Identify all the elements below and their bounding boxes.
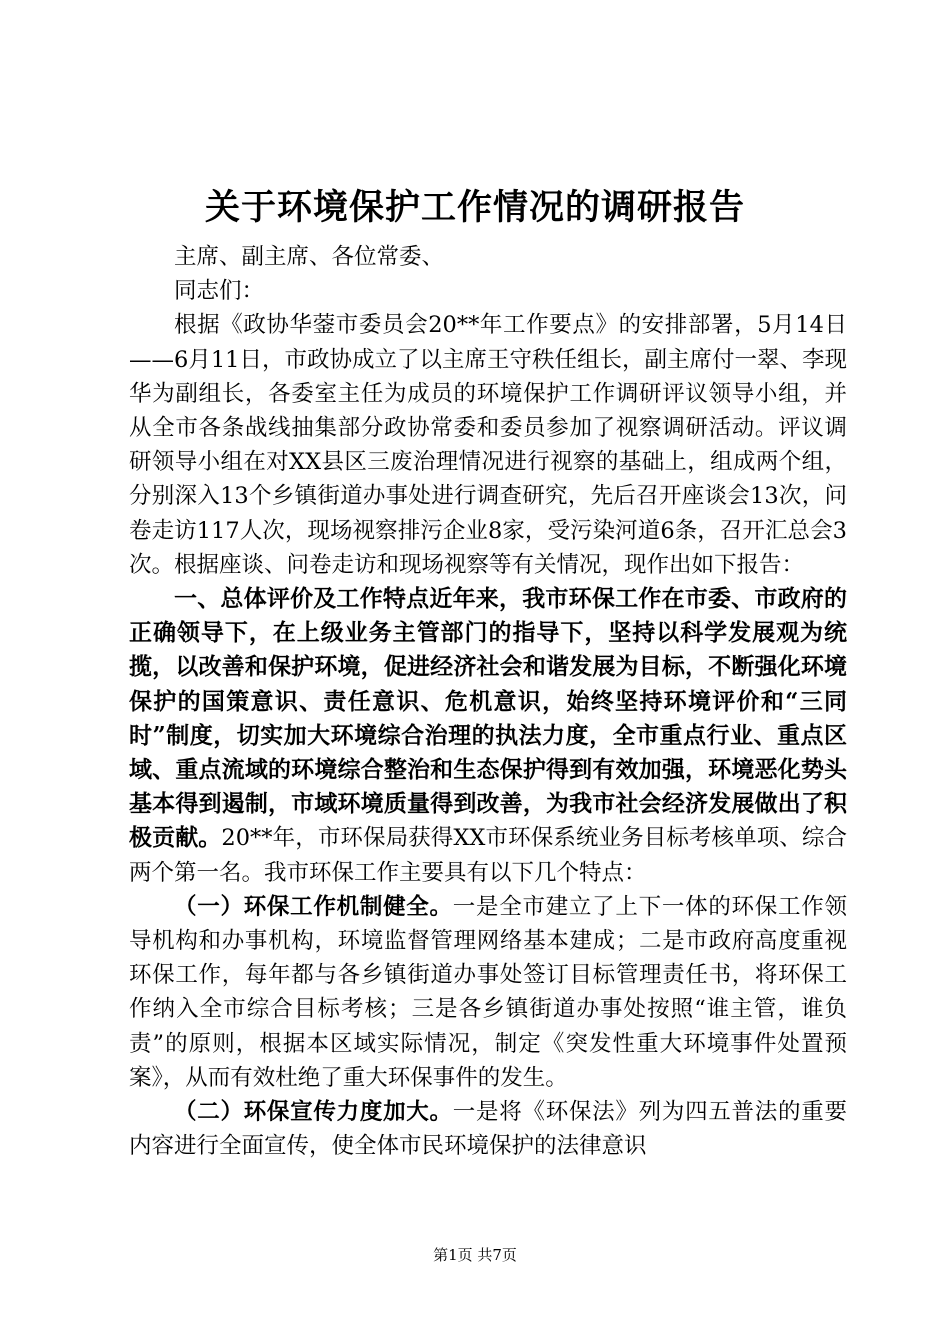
document-title: 关于环境保护工作情况的调研报告	[204, 187, 745, 228]
item-2-paragraph	[129, 1095, 847, 1163]
section-1-paragraph	[129, 582, 847, 890]
salutation-line-2: 同志们：	[174, 278, 265, 305]
section-1-bold-text: 一、总体评价及工作特点近年来，我市环保工作在市委、市政府的正确领导下，在上级业务主管部门的指导下，坚持以科学发展观为统揽，以改善和保护环境，促进经济社会和谐发展为目标，不断强化环境保护的国策意识、责任意识、危机意识，始终坚持环境评价和“三同时”制度，切实加大环境综合治理的执法力度，全市重点行业、重点区域、重点流域的环境综合整治和生态保护得到有效加强，环境恶化势头基本得到遏制，市域环境质量得到改善，为我市社会经济发展做出了积极贡献。	[129, 585, 847, 852]
document-body	[129, 240, 847, 1163]
intro-paragraph: 根据《政协华蓥市委员会20**年工作要点》的安排部署，5月14日——6月11日，市政协成立了以主席王守秩任组长，副主席付一翠、李现华为副组长，各委室主任为成员的环境保护工作调研评议领导小组，并从全市各条战线抽集部分政协常委和委员参加了视察调研活动。评议调研领导小组在对XX县区三废治理情况进行视察的基础上，组成两个组，分别深入13个乡镇街道办事处进行调查研究，先后召开座谈会13次，问卷走访117人次，现场视察排污企业8家，受污染河道6条，召开汇总会3次。根据座谈、问卷走访和现场视察等有关情况，现作出如下报告：	[129, 312, 847, 578]
salutation-line-1: 主席、副主席、各位常委、	[174, 244, 445, 270]
section-1-normal-text: 20**年，市环保局获得XX市环保系统业务目标考核单项、综合两个第一名。我市环保工作主要具有以下几个特点：	[129, 825, 847, 886]
item-2-text: 一是将《环保法》列为四五普法的重要内容进行全面宣传，使全体市民环境保护的法律意识	[129, 1099, 847, 1160]
page-footer: 第1页 共7页	[433, 1246, 517, 1264]
item-1-paragraph	[129, 890, 847, 1095]
item-1-heading: （一）环保工作机制健全。	[174, 893, 453, 920]
item-2-heading: （二）环保宣传力度加大。	[174, 1099, 453, 1126]
item-1-text: 一是全市建立了上下一体的环保工作领导机构和办事机构，环境监督管理网络基本建成；二是市政府高度重视环保工作，每年都与各乡镇街道办事处签订目标管理责任书，将环保工作纳入全市综合目标考核；三是各乡镇街道办事处按照“谁主管，谁负责”的原则，根据本区域实际情况，制定《突发性重大环境事件处置预案》，从而有效杜绝了重大环保事件的发生。	[129, 893, 847, 1091]
